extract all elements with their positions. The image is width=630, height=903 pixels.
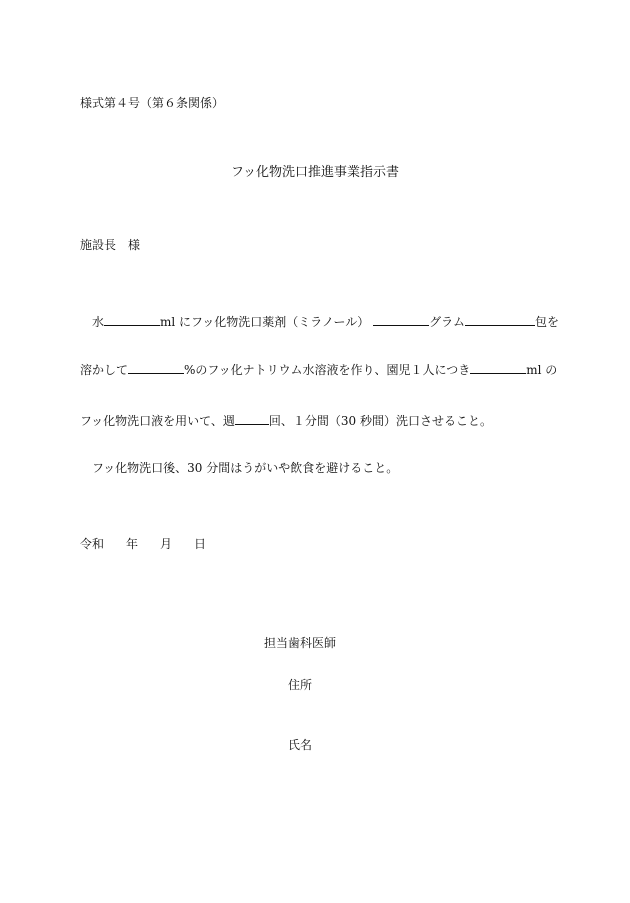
gram-blank[interactable]	[373, 313, 429, 326]
percent-blank[interactable]	[128, 361, 184, 374]
document-title: フッ化物洗口推進事業指示書	[230, 165, 400, 180]
address-label: 住所	[288, 678, 313, 692]
dissolve-label: 溶かして	[80, 363, 129, 377]
gram-label: グラム	[429, 315, 465, 329]
instruction-line-4: フッ化物洗口後、30 分間はうがいや飲食を避けること。	[92, 461, 399, 475]
packet-label: 包を	[534, 315, 559, 329]
dentist-label: 担当歯科医師	[264, 636, 337, 650]
form-number: 様式第４号（第６条関係）	[80, 96, 225, 110]
times-per-week-blank[interactable]	[235, 412, 269, 425]
instruction-line-3	[80, 412, 492, 429]
water-label: 水	[92, 315, 105, 329]
addressee: 施設長 様	[80, 238, 141, 252]
era-label: 令和	[80, 537, 105, 551]
times-rinse-label: 回、１分間（30 秒間）洗口させること。	[268, 414, 493, 428]
packet-blank[interactable]	[465, 313, 535, 326]
month-label: 月	[160, 537, 173, 551]
ml-fluoride-agent-label: ml にフッ化物洗口薬剤（ミラノール）	[160, 315, 370, 329]
instruction-line-1	[92, 313, 559, 330]
percent-solution-label: %のフッ化ナトリウム水溶液を作り、園児１人につき	[184, 363, 471, 377]
date-line	[80, 536, 206, 552]
ml-no-label: ml の	[526, 363, 558, 377]
water-ml-blank[interactable]	[104, 313, 160, 326]
instruction-line-2	[80, 361, 557, 378]
name-label: 氏名	[288, 738, 313, 752]
use-weekly-label: フッ化物洗口液を用いて、週	[80, 414, 235, 428]
year-label: 年	[126, 537, 139, 551]
ml-per-child-blank[interactable]	[470, 361, 526, 374]
day-label: 日	[194, 537, 207, 551]
